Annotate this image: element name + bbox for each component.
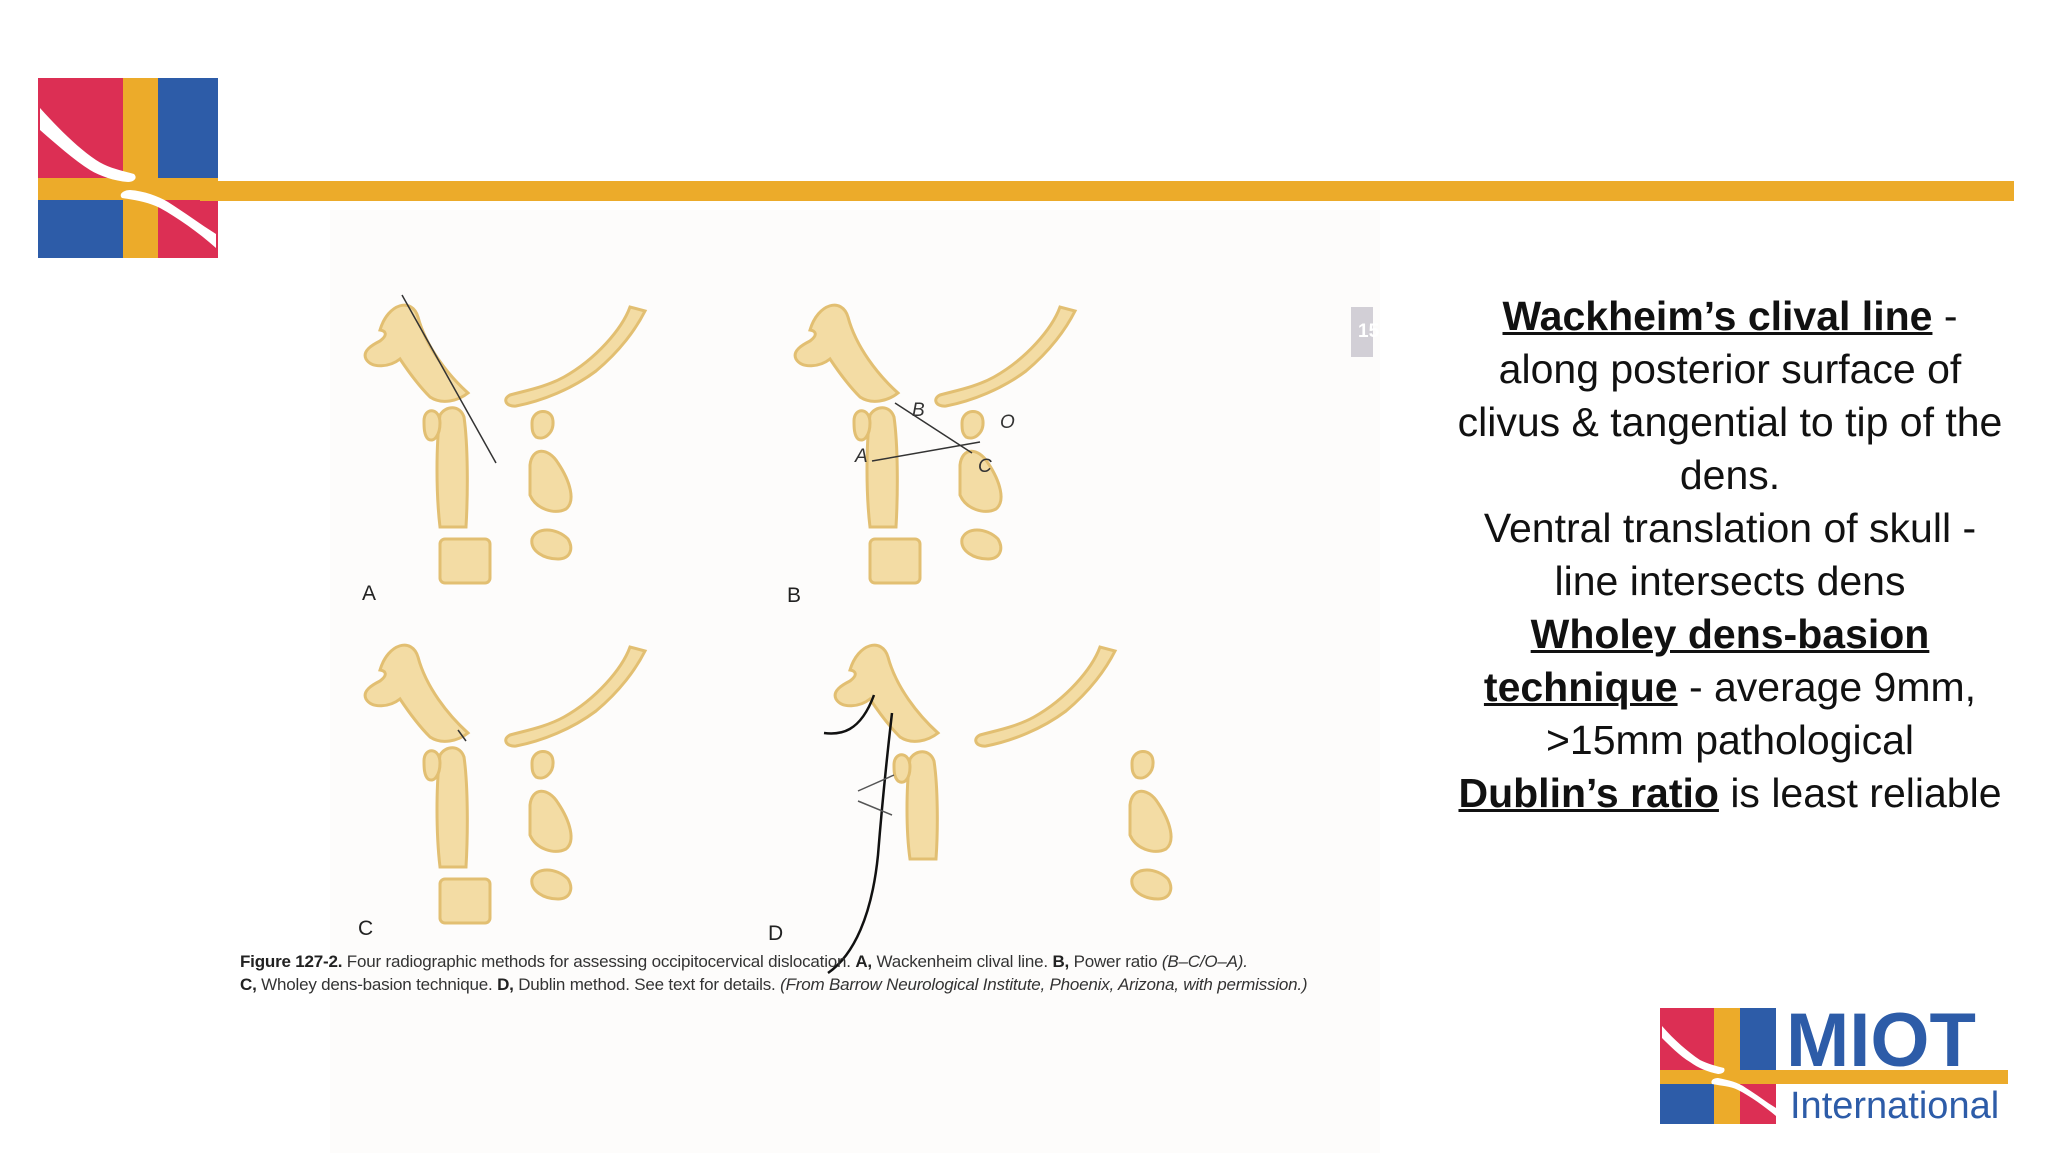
note-wholey	[1450, 608, 2010, 767]
panel-c-illustration	[365, 645, 645, 923]
brand-name: MIOT	[1786, 998, 1976, 1083]
panel-a-illustration	[365, 295, 645, 583]
power-ratio-label-o: O	[1000, 412, 1015, 433]
caption-figure-label: Figure 127-2.	[240, 952, 343, 971]
caption-a-label: A,	[855, 952, 872, 971]
miot-logo-top	[38, 78, 218, 258]
slide-notes	[1450, 290, 2010, 820]
panel-b-illustration	[795, 305, 1075, 583]
caption-b-text: Power ratio	[1069, 952, 1162, 971]
power-ratio-label-c: C	[978, 456, 992, 477]
note-dublin-text: is least reliable	[1718, 770, 2002, 816]
caption-c-label: C,	[240, 975, 257, 994]
keyword-wholey: Wholey dens-basion technique	[1483, 611, 1930, 710]
keyword-dublin: Dublin’s ratio	[1458, 770, 1719, 816]
radiographic-methods-figure	[330, 290, 1350, 950]
panel-label-d: D	[768, 922, 784, 945]
caption-c-text: Wholey dens-basion technique.	[256, 975, 498, 994]
panel-label-a: A	[362, 582, 377, 605]
miot-logo-bottom	[1660, 998, 2020, 1127]
header-accent-bar	[200, 181, 2014, 201]
keyword-clival-line: Wackheim’s clival line	[1502, 293, 1933, 339]
power-ratio-label-a: A	[855, 446, 868, 467]
caption-credit: (From Barrow Neurological Institute, Phoenix, Arizona, with permission.)	[780, 975, 1308, 994]
brand-subtitle: International	[1790, 1085, 2000, 1127]
caption-a-text: Wackenheim clival line.	[871, 952, 1053, 971]
panel-label-b: B	[787, 584, 802, 607]
caption-b-label: B,	[1052, 952, 1070, 971]
note-ventral-translation: Ventral translation of skull - line intersects dens	[1483, 505, 1977, 604]
power-ratio-label-b: B	[912, 400, 925, 421]
panel-d-illustration	[824, 645, 1171, 973]
note-clival-line-text: - along posterior surface of clivus & tangential to tip of the dens.	[1457, 293, 2003, 498]
slide-number: 15	[1351, 307, 1373, 357]
figure-caption	[240, 950, 1330, 996]
caption-d-text: Dublin method. See text for details.	[513, 975, 781, 994]
caption-d-label: D,	[497, 975, 514, 994]
caption-b-formula: (B–C/O–A).	[1161, 952, 1248, 971]
note-clival-line	[1450, 290, 2010, 502]
caption-text-1: Four radiographic methods for assessing occipitocervical dislocation.	[342, 952, 856, 971]
note-wholey-text: - average 9mm, >15mm pathological	[1545, 664, 1977, 763]
note-dublin	[1450, 767, 2010, 820]
panel-label-c: C	[358, 917, 374, 940]
